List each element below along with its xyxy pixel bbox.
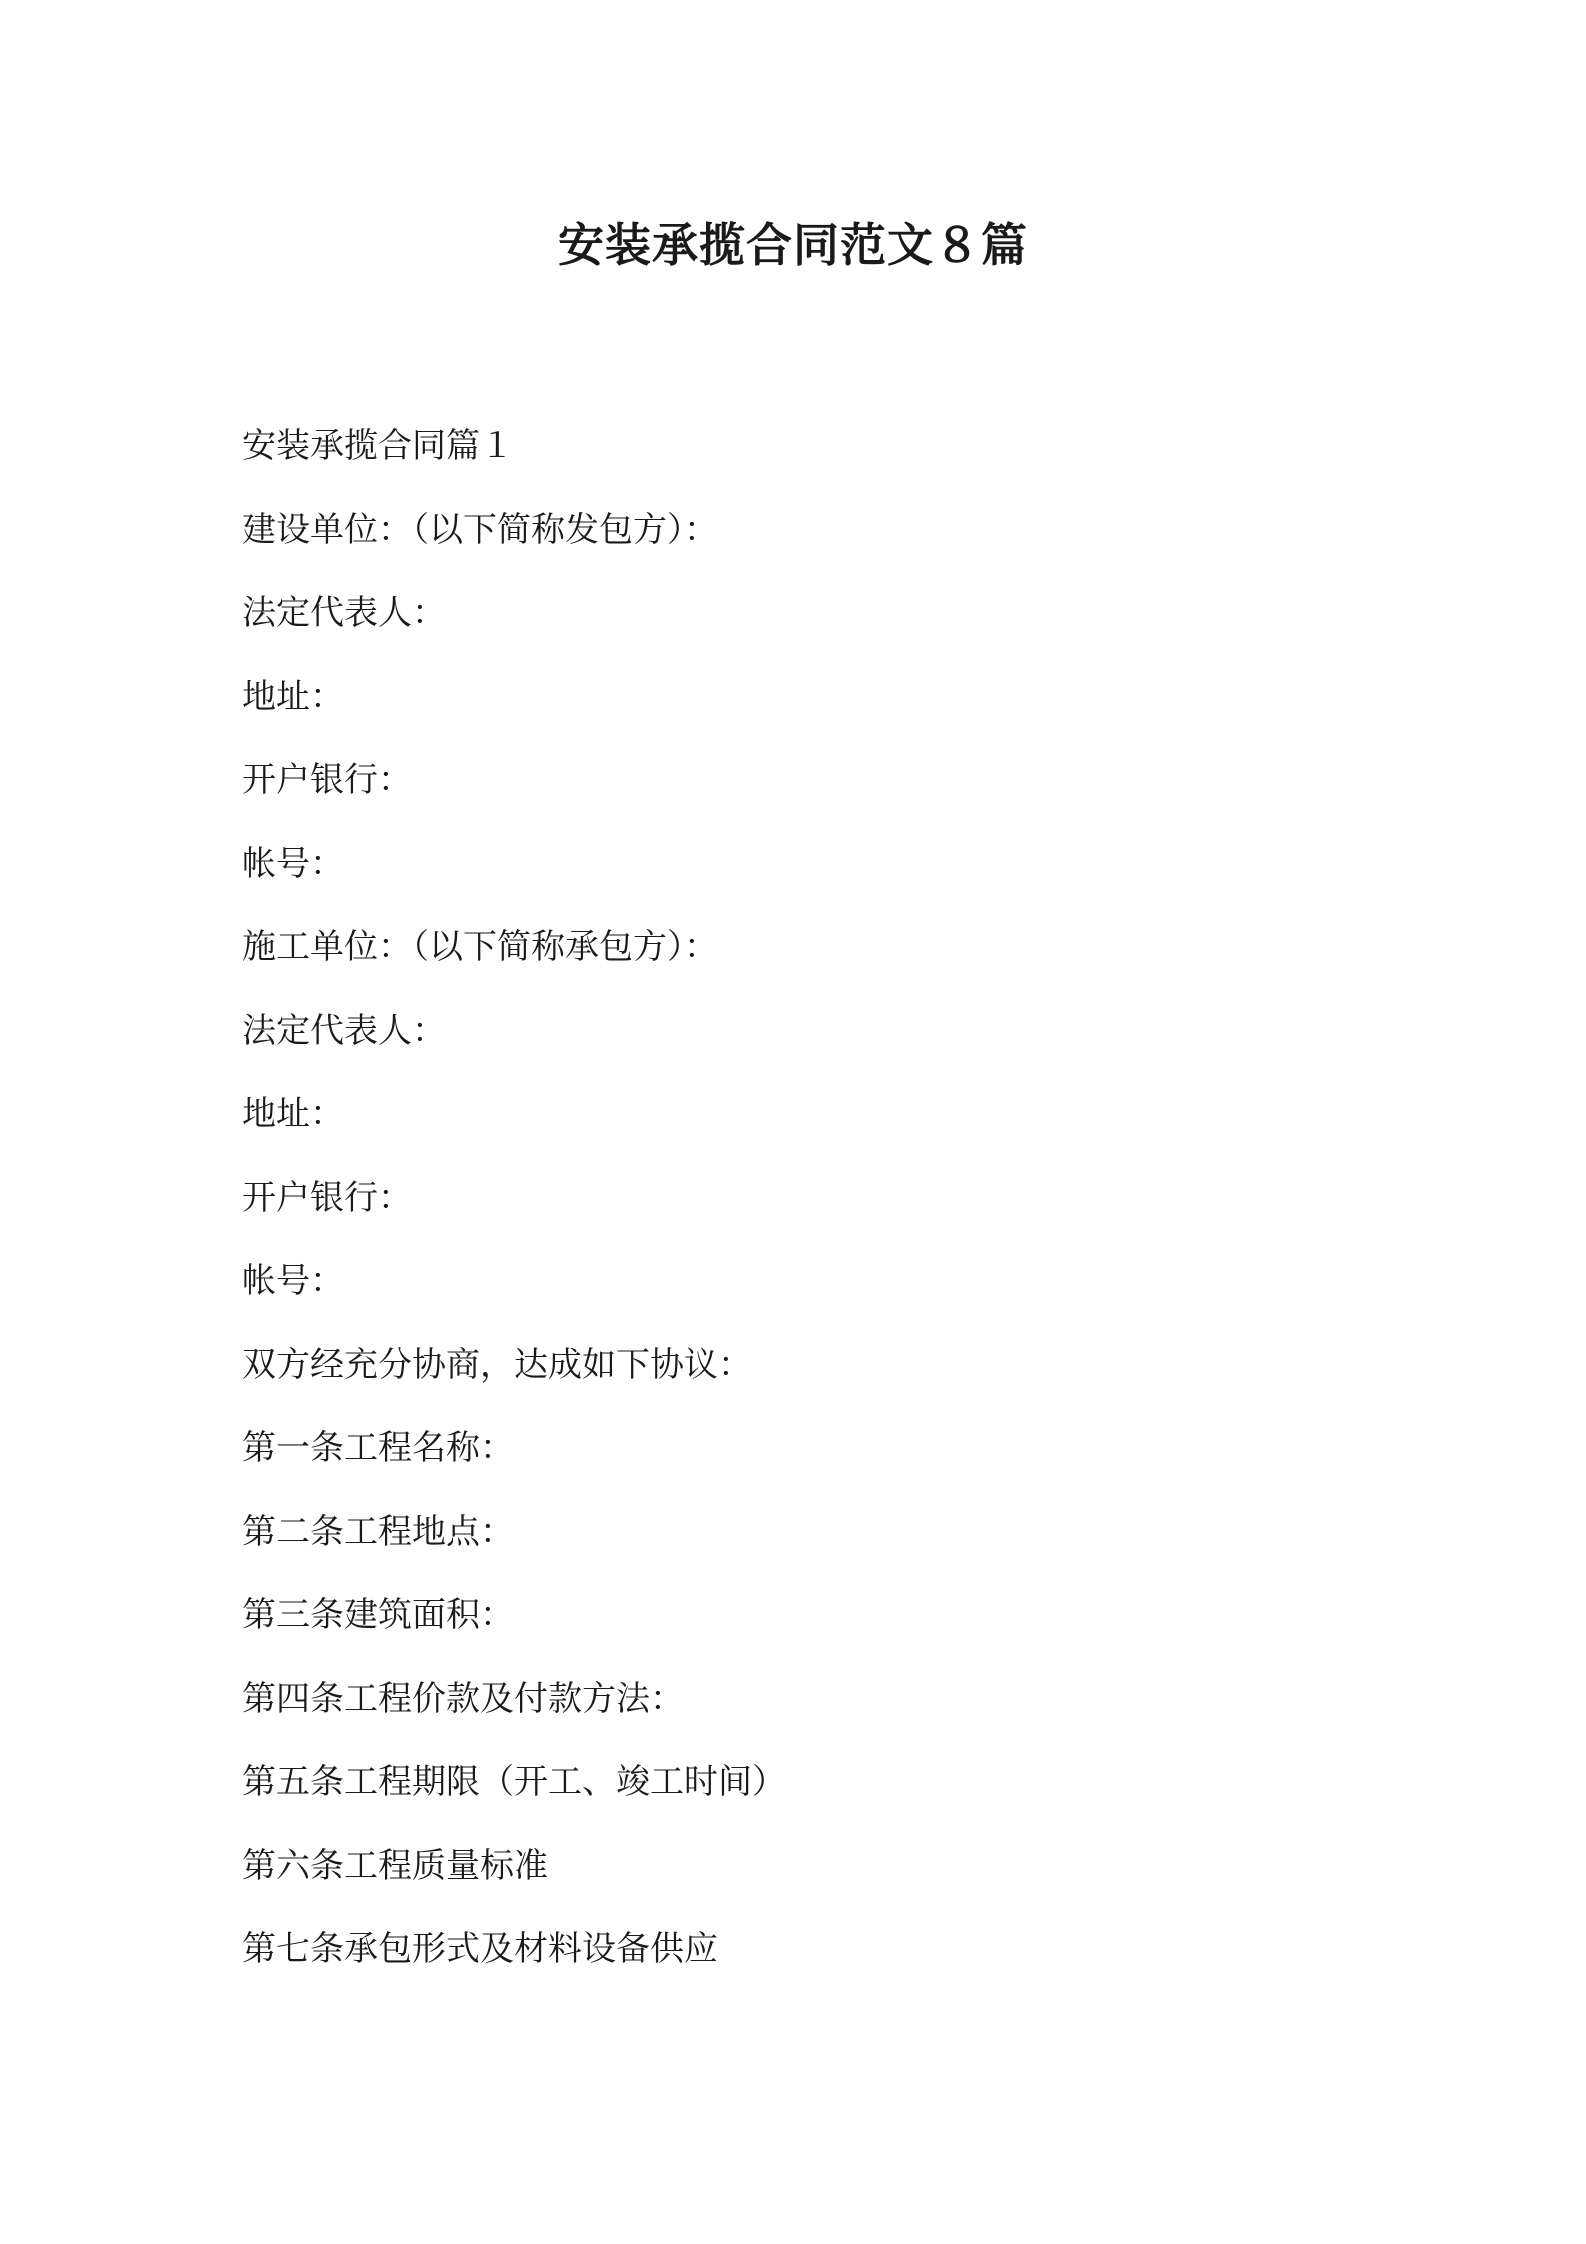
article-4-line: 第四条工程价款及付款方法： [242, 1678, 684, 1719]
employer-address-line: 地址： [242, 676, 344, 717]
article-7-line: 第七条承包形式及材料设备供应 [242, 1929, 718, 1969]
employer-legal-rep-line: 法定代表人： [242, 593, 446, 633]
contractor-legal-rep-line: 法定代表人： [242, 1010, 446, 1051]
employer-bank-line: 开户银行： [242, 760, 412, 800]
section-heading: 安装承揽合同篇１ [242, 426, 514, 466]
contractor-address-line: 地址： [242, 1094, 344, 1134]
contractor-bank-line: 开户银行： [242, 1177, 412, 1218]
document-title: 安装承揽合同范文８篇 [558, 218, 1028, 272]
article-6-line: 第六条工程质量标准 [242, 1845, 548, 1886]
document-body [242, 405, 1342, 1992]
article-3-line: 第三条建筑面积： [242, 1595, 514, 1635]
article-5-line: 第五条工程期限（开工、竣工时间） [242, 1762, 786, 1802]
article-2-line: 第二条工程地点： [242, 1511, 514, 1552]
employer-account-line: 帐号： [242, 843, 344, 884]
agreement-intro-line: 双方经充分协商，达成如下协议： [242, 1344, 752, 1385]
contractor-account-line: 帐号： [242, 1261, 344, 1301]
article-1-line: 第一条工程名称： [242, 1428, 514, 1468]
contractor-unit-line: 施工单位：（以下简称承包方）： [242, 927, 718, 967]
employer-unit-line: 建设单位：（以下简称发包方）： [242, 509, 718, 550]
